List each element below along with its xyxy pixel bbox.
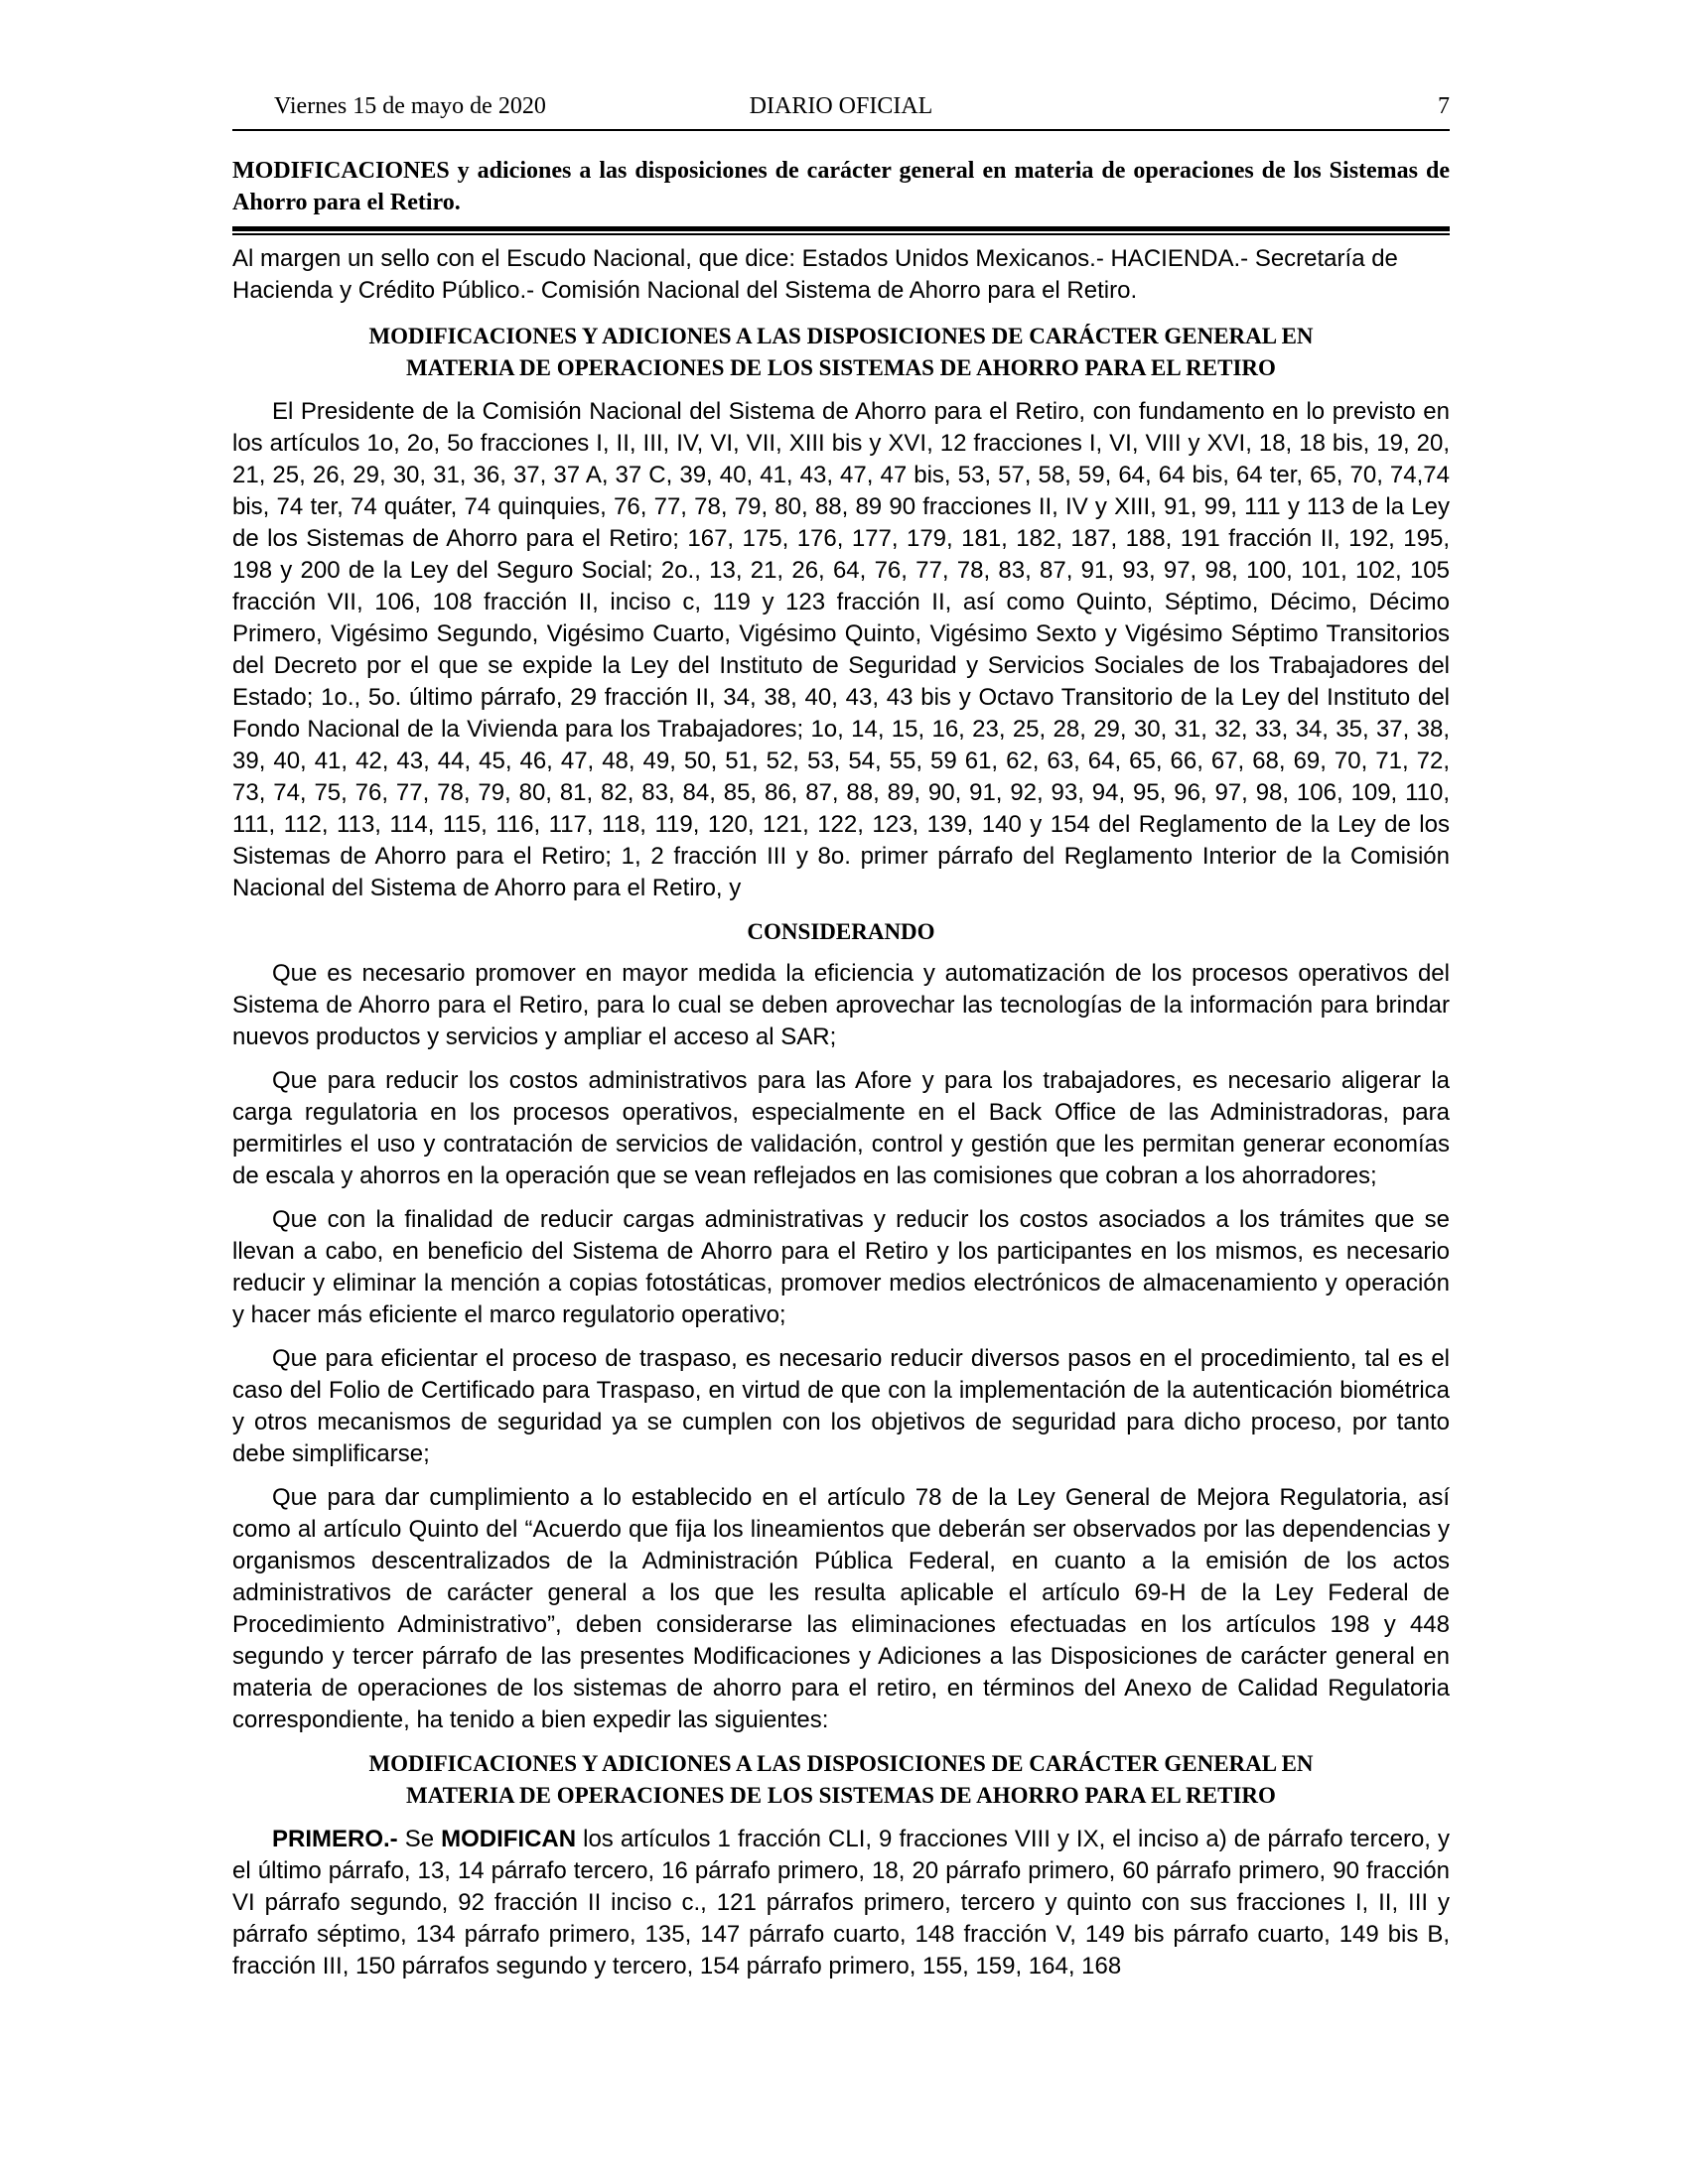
considerando-heading: CONSIDERANDO: [747, 919, 935, 944]
header-publication: DIARIO OFICIAL: [749, 93, 933, 119]
title-double-rule: [232, 226, 1450, 235]
heading-2-line-2: MATERIA DE OPERACIONES DE LOS SISTEMAS DE AHORRO PARA EL RETIRO: [406, 1783, 1276, 1808]
seal-margin-note: Al margen un sello con el Escudo Nacional, que dice: Estados Unidos Mexicanos.- HACIENDA.- Secretaría de Hacienda y Crédito Público.- Comisión Nacional del Sistema de Ahorro para el Retiro.: [232, 245, 1398, 304]
heading-1-line-1: MODIFICACIONES Y ADICIONES A LAS DISPOSICIONES DE CARÁCTER GENERAL EN: [368, 324, 1314, 348]
considerando-paragraph-5: Que para dar cumplimiento a lo establecido en el artículo 78 de la Ley General de Mejora Regulatoria, así como al artículo Quinto del “Acuerdo que fija los lineamientos que deberán ser observados por las dependencias y organismos descentralizados de la Administración Pública Federal, en cuanto a la emisión de los actos administrativos de carácter general a los que les resulta aplicable el artículo 69-H de la Ley Federal de Procedimiento Administrativo”, deben considerarse las eliminaciones efectuadas en los artículos 198 y 448 segundo y tercer párrafo de las presentes Modificaciones y Adiciones a las Disposiciones de carácter general en materia de operaciones de los sistemas de ahorro para el retiro, en términos del Anexo de Calidad Regulatoria correspondiente, ha tenido a bien expedir las siguientes:: [232, 1484, 1450, 1733]
document-page: [232, 91, 1450, 1994]
considerando-paragraph-3: Que con la finalidad de reducir cargas administrativas y reducir los costos asociados a los trámites que se llevan a cabo, en beneficio del Sistema de Ahorro para el Retiro y los participantes en los mismos, es necesario reducir y eliminar la mención a copias fotostáticas, promover medios electrónicos de almacenamiento y operación y hacer más eficiente el marco regulatorio operativo;: [232, 1206, 1450, 1328]
primero-bold-word: MODIFICAN: [441, 1826, 577, 1852]
header-rule: [232, 129, 1450, 131]
primero-pre: Se: [397, 1826, 442, 1852]
primero-label: PRIMERO.-: [272, 1826, 398, 1852]
preamble-paragraph: El Presidente de la Comisión Nacional del Sistema de Ahorro para el Retiro, con fundamento en lo previsto en los artículos 1o, 2o, 5o fracciones I, II, III, IV, VI, VII, XIII bis y XVI, 12 fracciones I, VI, VIII y XVI, 18, 18 bis, 19, 20, 21, 25, 26, 29, 30, 31, 36, 37, 37 A, 37 C, 39, 40, 41, 43, 47, 47 bis, 53, 57, 58, 59, 64, 64 bis, 64 ter, 65, 70, 74,74 bis, 74 ter, 74 quáter, 74 quinquies, 76, 77, 78, 79, 80, 88, 89 90 fracciones II, IV y XIII, 91, 99, 111 y 113 de la Ley de los Sistemas de Ahorro para el Retiro; 167, 175, 176, 177, 179, 181, 182, 187, 188, 191 fracción II, 192, 195, 198 y 200 de la Ley del Seguro Social; 2o., 13, 21, 26, 64, 76, 77, 78, 83, 87, 91, 93, 97, 98, 100, 101, 102, 105 fracción VII, 106, 108 fracción II, inciso c, 119 y 123 fracción II, así como Quinto, Séptimo, Décimo, Décimo Primero, Vigésimo Segundo, Vigésimo Cuarto, Vigésimo Quinto, Vigésimo Sexto y Vigésimo Séptimo Transitorios del Decreto por el que se expide la Ley del Instituto de Seguridad y Servicios Sociales de los Trabajadores del Estado; 1o., 5o. último párrafo, 29 fracción II, 34, 38, 40, 43, 43 bis y Octavo Transitorio de la Ley del Instituto del Fondo Nacional de la Vivienda para los Trabajadores; 1o, 14, 15, 16, 23, 25, 28, 29, 30, 31, 32, 33, 34, 35, 37, 38, 39, 40, 41, 42, 43, 44, 45, 46, 47, 48, 49, 50, 51, 52, 53, 54, 55, 59 61, 62, 63, 64, 65, 66, 67, 68, 69, 70, 71, 72, 73, 74, 75, 76, 77, 78, 79, 80, 81, 82, 83, 84, 85, 86, 87, 88, 89, 90, 91, 92, 93, 94, 95, 96, 97, 98, 106, 109, 110, 111, 112, 113, 114, 115, 116, 117, 118, 119, 120, 121, 122, 123, 139, 140 y 154 del Reglamento de la Ley de los Sistemas de Ahorro para el Retiro; 1, 2 fracción III y 8o. primer párrafo del Reglamento Interior de la Comisión Nacional del Sistema de Ahorro para el Retiro, y: [232, 398, 1450, 901]
considerando-paragraph-4: Que para eficientar el proceso de traspaso, es necesario reducir diversos pasos en el procedimiento, tal es el caso del Folio de Certificado para Traspaso, en virtud de que con la implementación de la autenticación biométrica y otros mecanismos de seguridad ya se cumplen con los objetivos de seguridad para dicho proceso, por tanto debe simplificarse;: [232, 1345, 1450, 1467]
header-date: Viernes 15 de mayo de 2020: [274, 93, 546, 119]
considerando-paragraph-1: Que es necesario promover en mayor medida la eficiencia y automatización de los procesos operativos del Sistema de Ahorro para el Retiro, para lo cual se deben aprovechar las tecnologías de la información para brindar nuevos productos y servicios y ampliar el acceso al SAR;: [232, 960, 1450, 1050]
section-heading-1: [232, 321, 1450, 384]
heading-1-line-2: MATERIA DE OPERACIONES DE LOS SISTEMAS DE AHORRO PARA EL RETIRO: [406, 355, 1276, 380]
header-page-number: 7: [1438, 93, 1450, 119]
page-header: [232, 91, 1450, 129]
heading-2-line-1: MODIFICACIONES Y ADICIONES A LAS DISPOSICIONES DE CARÁCTER GENERAL EN: [368, 1751, 1314, 1776]
primero-text: los artículos 1 fracción CLI, 9 fracciones VIII y IX, el inciso a) de párrafo tercero, y el último párrafo, 13, 14 párrafo tercero, 16 párrafo primero, 18, 20 párrafo primero, 60 párrafo primero, 90 fracción VI párrafo segundo, 92 fracción II inciso c., 121 párrafos primero, tercero y quinto con sus fracciones I, II, III y párrafo séptimo, 134 párrafo primero, 135, 147 párrafo cuarto, 148 fracción V, 149 bis párrafo cuarto, 149 bis B, fracción III, 150 párrafos segundo y tercero, 154 párrafo primero, 155, 159, 164, 168: [232, 1826, 1450, 1979]
document-title: MODIFICACIONES y adiciones a las disposiciones de carácter general en materia de operaciones de los Sistemas de Ahorro para el Retiro.: [232, 158, 1450, 215]
primero-paragraph: [232, 1824, 1450, 1982]
section-heading-2: [232, 1748, 1450, 1812]
considerando-paragraph-2: Que para reducir los costos administrativos para las Afore y para los trabajadores, es necesario aligerar la carga regulatoria en los procesos operativos, especialmente en el Back Office de las Administradoras, para permitirles el uso y contratación de servicios de validación, control y gestión que les permitan generar economías de escala y ahorros en la operación que se vean reflejados en las comisiones que cobran a los ahorradores;: [232, 1067, 1450, 1189]
